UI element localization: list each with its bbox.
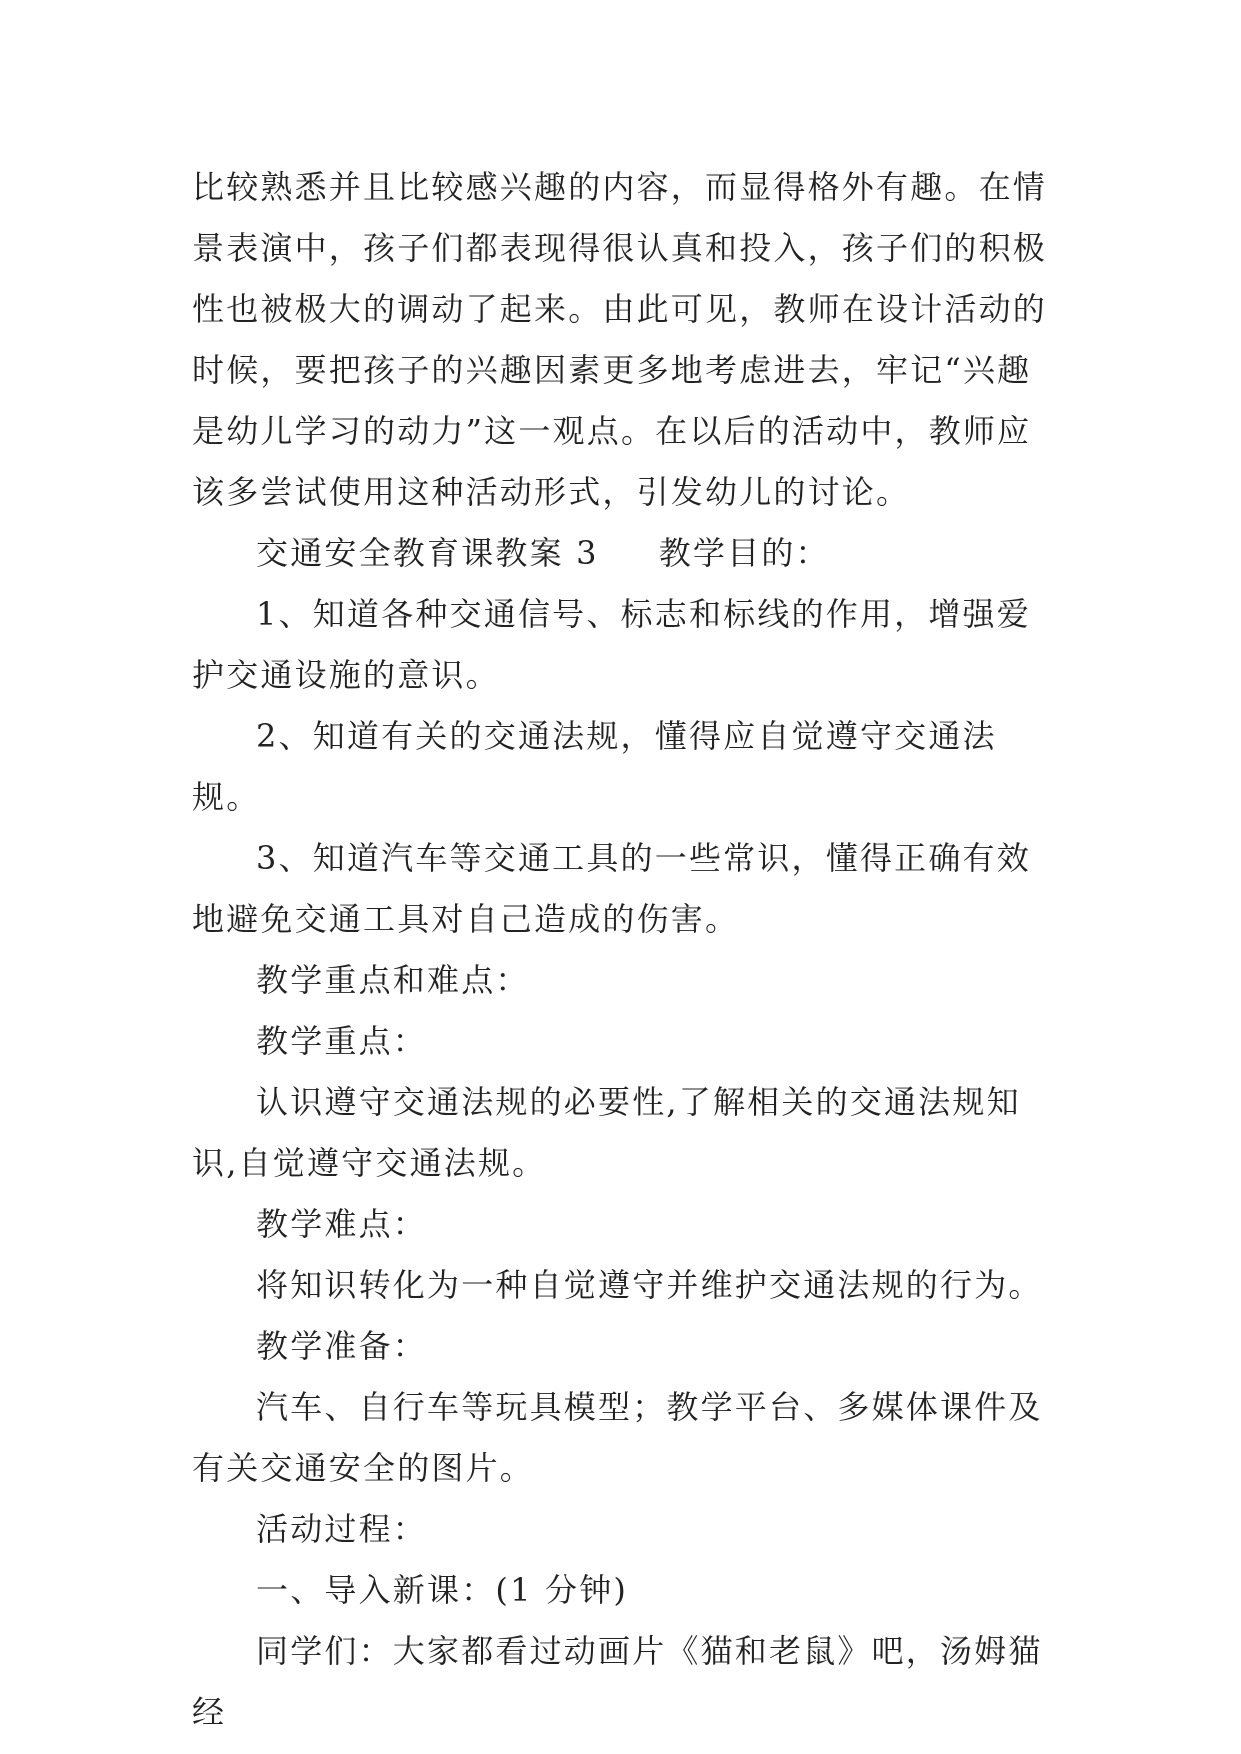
key-point-label: 教学重点： [256, 1022, 428, 1060]
process-label: 活动过程： [256, 1510, 428, 1548]
paragraph-continuation: 比较熟悉并且比较感兴趣的内容，而显得格外有趣。在情景表演中，孩子们都表现得很认真和投入，孩子们的积极性也被极大的调动了起来。由此可见，教师在设计活动的时候，要把孩子的兴趣因素更多地考虑进去，牢记“兴趣是幼儿学习的动力”这一观点。在以后的活动中，教师应该多尝试使用这种活动形式，引发幼儿的讨论。 [192, 168, 1048, 511]
section-heading-line [192, 523, 1062, 584]
objective-1: 1、知道各种交通信号、标志和标线的作用，增强爱护交通设施的意识。 [192, 595, 1031, 694]
document-body [192, 157, 1062, 1743]
difficulty-text: 将知识转化为一种自觉遵守并维护交通法规的行为。 [256, 1266, 1043, 1304]
section-subheading: 教学目的： [658, 534, 830, 572]
preparation-text: 汽车、自行车等玩具模型；教学平台、多媒体课件及有关交通安全的图片。 [192, 1388, 1043, 1487]
objective-3: 3、知道汽车等交通工具的一些常识，懂得正确有效地避免交通工具对自己造成的伤害。 [192, 839, 1031, 938]
difficulty-label: 教学难点： [256, 1205, 428, 1243]
process-step-1: 一、导入新课：(1 分钟) [256, 1571, 629, 1609]
section-title: 交通安全教育课教案 3 [256, 534, 599, 572]
process-step-1-text: 同学们：大家都看过动画片《猫和老鼠》吧，汤姆猫经 [192, 1632, 1043, 1731]
preparation-label: 教学准备： [256, 1327, 428, 1365]
objective-2: 2、知道有关的交通法规，懂得应自觉遵守交通法规。 [192, 717, 997, 816]
key-point-text: 认识遵守交通法规的必要性,了解相关的交通法规知识,自觉遵守交通法规。 [192, 1083, 1021, 1182]
key-points-heading: 教学重点和难点： [256, 961, 530, 999]
